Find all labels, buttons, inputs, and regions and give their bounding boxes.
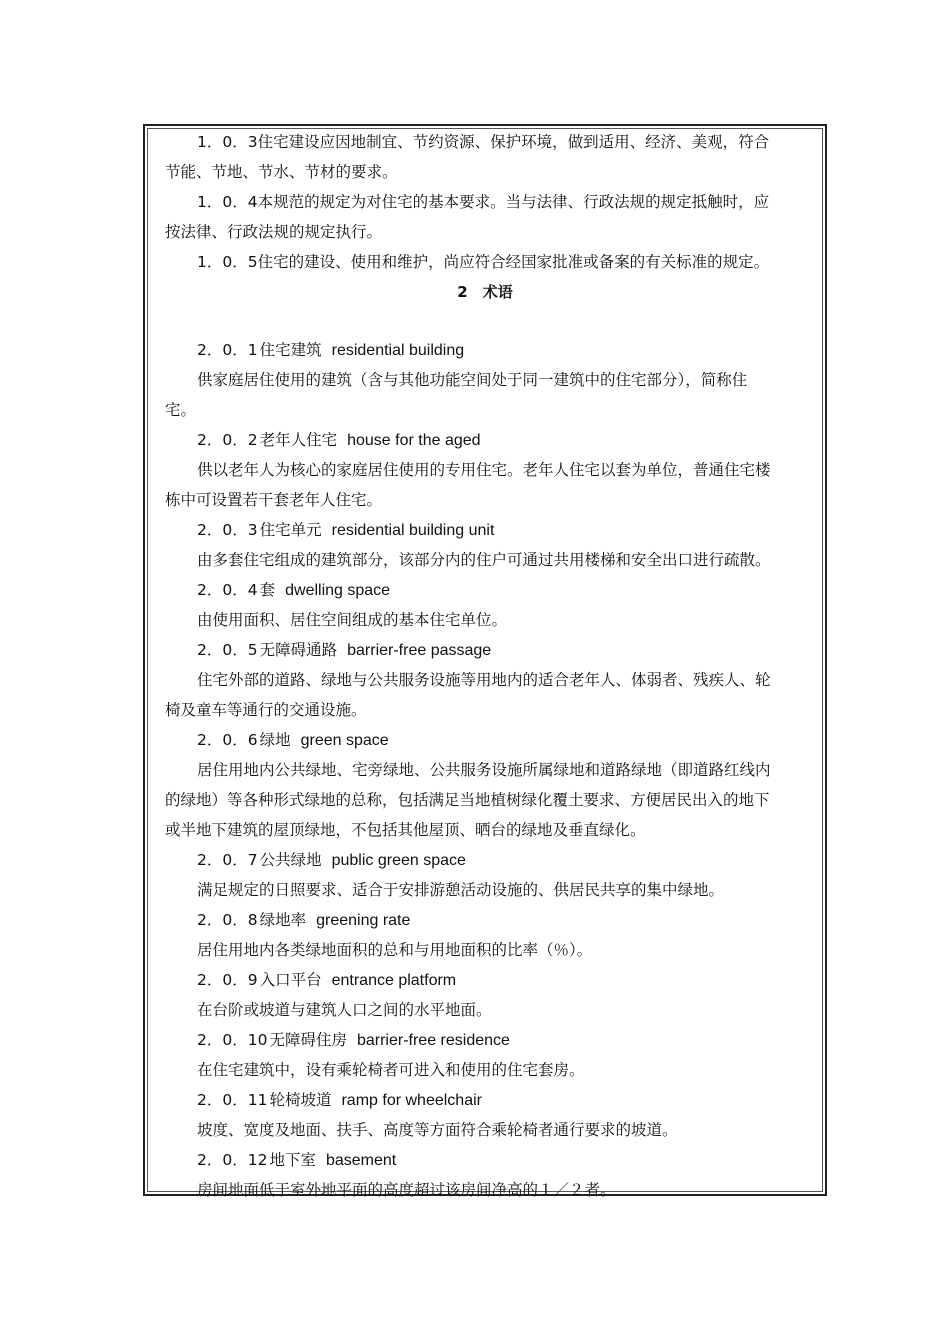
term-chinese: 公共绿地 [259,851,322,869]
term-english: dwelling space [285,582,391,599]
term-definition: 的绿地）等各种形式绿地的总称，包括满足当地植树绿化覆土要求、方便居民出入的地下 [165,791,770,809]
term-chinese: 无障碍住房 [269,1031,347,1049]
term-chinese: 绿地率 [259,911,307,929]
term-english: ramp for wheelchair [341,1092,482,1109]
term-heading [197,850,466,871]
term-number: 2．0．3 [197,521,258,539]
term-number: 2．0．8 [197,911,258,929]
term-number: 2．0．5 [197,641,258,659]
term-heading [197,910,410,931]
clause-1-0-5 [197,252,769,272]
term-heading [197,640,491,661]
term-definition: 满足规定的日照要求、适合于安排游憩活动设施的、供居民共享的集中绿地。 [197,881,725,899]
term-english: barrier-free residence [356,1032,510,1049]
clause-1-0-4 [197,192,769,212]
term-definition: 在住宅建筑中，设有乘轮椅者可进入和使用的住宅套房。 [197,1061,585,1079]
term-chinese: 无障碍通路 [259,641,338,659]
document-frame [143,124,827,1199]
clause-number: 1．0．4 [197,193,258,211]
clause-text-continued: 节能、节地、节水、节材的要求。 [165,163,398,181]
term-number: 2．0．6 [197,731,258,749]
term-english: green space [300,732,389,749]
term-chinese: 住宅建筑 [259,341,322,359]
term-chinese: 老年人住宅 [259,431,338,449]
term-heading [197,580,390,601]
term-heading [197,520,494,541]
clause-text: 住宅的建设、使用和维护，尚应符合经国家批准或备案的有关标准的规定。 [257,253,770,271]
term-chinese: 套 [259,581,276,599]
term-heading [197,1030,510,1051]
term-definition: 供家庭居住使用的建筑（含与其他功能空间处于同一建筑中的住宅部分），简称住 [197,371,748,389]
term-definition: 或半地下建筑的屋顶绿地，不包括其他屋顶、晒台的绿地及垂直绿化。 [165,821,646,839]
term-chinese: 轮椅坡道 [269,1091,332,1109]
term-english: entrance platform [331,972,457,989]
term-definition: 居住用地内公共绿地、宅旁绿地、公共服务设施所属绿地和道路绿地（即道路红线内 [197,761,771,779]
term-definition: 坡度、宽度及地面、扶手、高度等方面符合乘轮椅者通行要求的坡道。 [197,1121,678,1139]
term-number: 2．0．4 [197,581,258,599]
term-definition: 椅及童车等通行的交通设施。 [165,701,367,719]
term-definition: 宅。 [165,401,197,419]
term-chinese: 绿地 [259,731,291,749]
term-number: 2．0．1 [197,341,258,359]
term-definition: 居住用地内各类绿地面积的总和与用地面积的比率（％）。 [197,941,593,959]
clause-text: 本规范的规定为对住宅的基本要求。当与法律、行政法规的规定抵触时，应 [257,193,770,211]
term-definition: 由多套住宅组成的建筑部分，该部分内的住户可通过共用楼梯和安全出口进行疏散。 [197,551,771,569]
term-chinese: 入口平台 [259,971,322,989]
term-english: residential building unit [331,522,495,539]
term-heading [197,430,481,451]
term-chinese: 地下室 [269,1151,316,1169]
term-definition: 栋中可设置若干套老年人住宅。 [165,491,383,509]
term-english: house for the aged [347,432,481,449]
term-definition: 供以老年人为核心的家庭居住使用的专用住宅。老年人住宅以套为单位，普通住宅楼 [197,461,771,479]
term-english: greening rate [316,912,411,929]
term-english: basement [325,1152,397,1169]
clause-text: 住宅建设应因地制宜、节约资源、保护环境，做到适用、经济、美观，符合 [257,133,770,151]
term-number: 2．0．12 [197,1151,268,1169]
term-definition: 由使用面积、居住空间组成的基本住宅单位。 [197,611,508,629]
term-number: 2．0．7 [197,851,258,869]
term-heading [197,1090,482,1111]
term-number: 2．0．10 [197,1031,268,1049]
term-english: barrier-free passage [347,642,492,659]
term-definition: 住宅外部的道路、绿地与公共服务设施等用地内的适合老年人、体弱者、残疾人、轮 [197,671,771,689]
term-definition: 在台阶或坡道与建筑人口之间的水平地面。 [197,1001,492,1019]
term-number: 2．0．11 [197,1091,268,1109]
clause-text-continued: 按法律、行政法规的规定执行。 [165,223,383,241]
clause-1-0-3 [197,132,769,152]
section-heading: 2 术语 [457,283,513,301]
term-number: 2．0．2 [197,431,258,449]
term-heading [197,970,456,991]
term-heading [197,340,464,361]
clause-number: 1．0．5 [197,253,258,271]
clause-number: 1．0．3 [197,133,258,151]
term-english: residential building [331,342,465,359]
term-number: 2．0．9 [197,971,258,989]
term-definition: 房间地面低于室外地平面的高度超过该房间净高的１／２者。 [197,1181,616,1199]
term-heading [197,1150,396,1171]
term-heading [197,730,389,751]
term-english: public green space [331,852,466,869]
term-chinese: 住宅单元 [259,521,322,539]
